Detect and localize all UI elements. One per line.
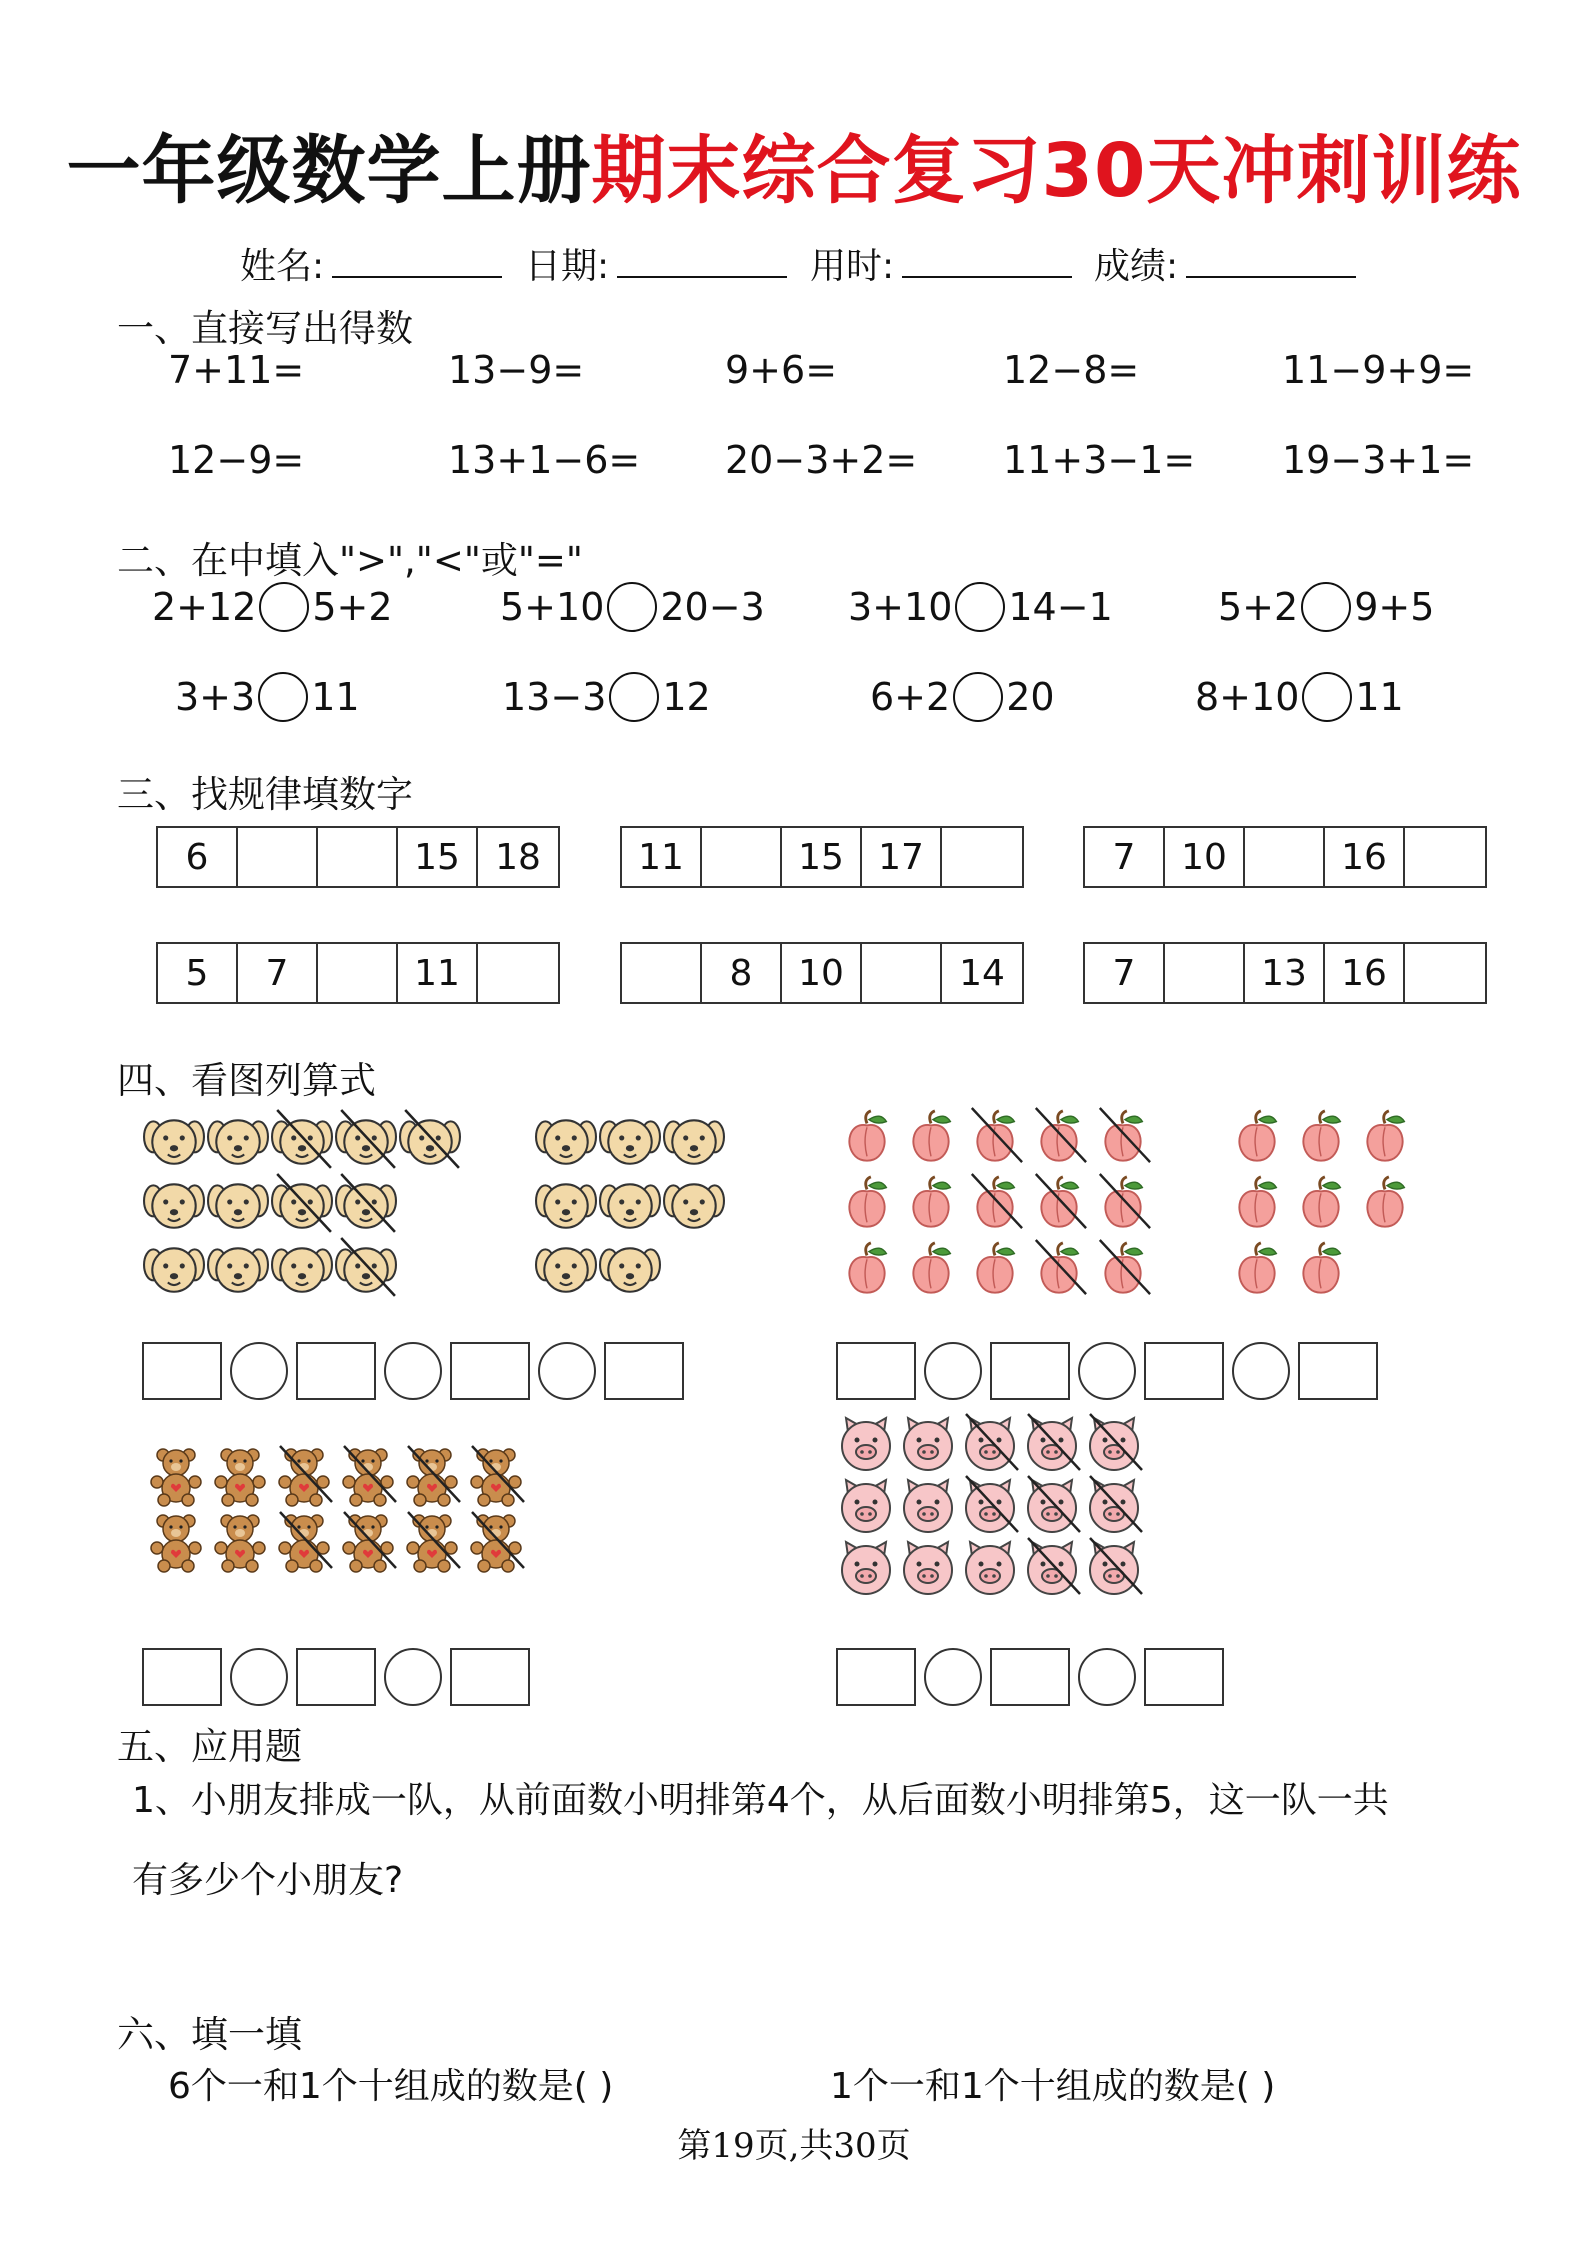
peach-icon (1356, 1174, 1414, 1232)
peach-icon (1228, 1174, 1286, 1232)
sequence-cell[interactable]: 11 (622, 828, 702, 886)
cross-out-mark (271, 1110, 333, 1172)
equation: 19−3+1= (1282, 438, 1475, 482)
answer-circle[interactable] (924, 1648, 982, 1706)
compare-item: 3+10 14−1 (848, 582, 1113, 632)
cross-out-mark (274, 1512, 334, 1572)
answer-box[interactable] (1144, 1342, 1224, 1400)
sequence-row (156, 826, 560, 888)
equation: 7+11= (168, 348, 305, 392)
sequence-cell[interactable]: 6 (158, 828, 238, 886)
dog-face-icon (599, 1110, 661, 1172)
sequence-cell[interactable] (318, 828, 398, 886)
cross-out-mark (399, 1110, 461, 1172)
sequence-cell[interactable] (1165, 944, 1245, 1002)
equation: 11−9+9= (1282, 348, 1475, 392)
peach-icon (1292, 1174, 1350, 1232)
answer-box[interactable] (836, 1648, 916, 1706)
equation: 13+1−6= (448, 438, 641, 482)
answer-row (142, 1342, 684, 1400)
answer-box[interactable] (836, 1342, 916, 1400)
cross-out-mark (274, 1446, 334, 1506)
equation: 12−8= (1003, 348, 1140, 392)
answer-circle[interactable] (384, 1648, 442, 1706)
compare-item: 8+10 11 (1195, 672, 1404, 722)
sequence-cell[interactable]: 11 (398, 944, 478, 1002)
answer-circle[interactable] (258, 672, 308, 722)
dog-face-icon (535, 1110, 597, 1172)
answer-box[interactable] (1298, 1342, 1378, 1400)
equation: 13−9= (448, 348, 585, 392)
answer-box[interactable] (990, 1648, 1070, 1706)
sequence-cell[interactable]: 7 (238, 944, 318, 1002)
cross-out-mark (960, 1476, 1020, 1536)
sequence-cell[interactable] (702, 828, 782, 886)
pig-face-icon (898, 1414, 958, 1474)
cross-out-mark (335, 1238, 397, 1300)
dog-face-icon (663, 1174, 725, 1236)
teddy-bear-icon (210, 1446, 270, 1506)
answer-row (836, 1342, 1378, 1400)
compare-item: 6+2 20 (870, 672, 1055, 722)
equation: 9+6= (725, 348, 838, 392)
peach-icon (838, 1108, 896, 1166)
compare-item: 5+2 9+5 (1218, 582, 1434, 632)
dog-face-icon (143, 1238, 205, 1300)
answer-circle[interactable] (924, 1342, 982, 1400)
answer-circle[interactable] (1302, 672, 1352, 722)
answer-box[interactable] (142, 1342, 222, 1400)
peach-icon (1356, 1108, 1414, 1166)
sequence-cell[interactable] (1245, 828, 1325, 886)
equation: 12−9= (168, 438, 305, 482)
sequence-cell[interactable] (1405, 944, 1485, 1002)
sequence-row (620, 942, 1024, 1004)
sequence-cell[interactable] (942, 828, 1022, 886)
fill-question-2: 1个一和1个十组成的数是( ) (830, 2066, 1276, 2107)
sequence-row (1083, 942, 1487, 1004)
peach-icon (1228, 1240, 1286, 1298)
dog-face-icon (599, 1174, 661, 1236)
answer-circle[interactable] (955, 582, 1005, 632)
pig-face-icon (898, 1476, 958, 1536)
teddy-bear-icon (146, 1446, 206, 1506)
answer-circle[interactable] (1301, 582, 1351, 632)
sequence-cell[interactable]: 7 (1085, 828, 1165, 886)
cross-out-mark (1084, 1538, 1144, 1598)
pig-face-icon (960, 1538, 1020, 1598)
dog-face-icon (207, 1110, 269, 1172)
dog-face-icon (535, 1238, 597, 1300)
pig-face-icon (898, 1538, 958, 1598)
cross-out-mark (335, 1174, 397, 1236)
sequence-cell[interactable]: 8 (702, 944, 782, 1002)
sequence-cell[interactable]: 5 (158, 944, 238, 1002)
sequence-cell[interactable]: 10 (782, 944, 862, 1002)
sequence-cell[interactable]: 15 (782, 828, 862, 886)
cross-out-mark (466, 1512, 526, 1572)
sequence-cell[interactable]: 18 (495, 836, 541, 878)
answer-box[interactable] (990, 1342, 1070, 1400)
dog-face-icon (663, 1110, 725, 1172)
cross-out-mark (966, 1174, 1024, 1232)
peach-icon (1228, 1108, 1286, 1166)
section4-heading: 四、看图列算式 (117, 1059, 376, 1102)
cross-out-mark (966, 1108, 1024, 1166)
answer-box[interactable] (450, 1648, 530, 1706)
sequence-cell[interactable] (862, 944, 942, 1002)
dog-face-icon (143, 1110, 205, 1172)
compare-item: 3+3 11 (175, 672, 360, 722)
dog-face-icon (535, 1174, 597, 1236)
peach-icon (966, 1240, 1024, 1298)
sequence-cell[interactable] (622, 944, 702, 1002)
cross-out-mark (402, 1446, 462, 1506)
answer-circle[interactable] (1078, 1648, 1136, 1706)
sequence-cell[interactable]: 7 (1085, 944, 1165, 1002)
sequence-row (1083, 826, 1487, 888)
teddy-bear-icon (146, 1512, 206, 1572)
answer-row (142, 1648, 530, 1706)
dog-face-icon (143, 1174, 205, 1236)
peach-icon (902, 1108, 960, 1166)
sequence-row (156, 942, 560, 1004)
answer-box[interactable] (450, 1342, 530, 1400)
pig-face-icon (836, 1476, 896, 1536)
section3-heading: 三、找规律填数字 (117, 773, 413, 816)
dog-face-icon (207, 1238, 269, 1300)
peach-icon (902, 1240, 960, 1298)
answer-circle[interactable] (953, 672, 1003, 722)
date-field[interactable]: 日期: (525, 238, 787, 289)
compare-item: 2+12 5+2 (152, 582, 393, 632)
peach-icon (902, 1174, 960, 1232)
peach-icon (1292, 1240, 1350, 1298)
cross-out-mark (466, 1446, 526, 1506)
dog-face-icon (207, 1174, 269, 1236)
sequence-row (620, 826, 1024, 888)
answer-circle[interactable] (1078, 1342, 1136, 1400)
answer-box[interactable] (296, 1342, 376, 1400)
score-field[interactable]: 成绩: (1094, 238, 1356, 289)
sequence-cell[interactable]: 10 (1165, 828, 1245, 886)
page-title (0, 112, 1588, 218)
answer-circle[interactable] (1232, 1342, 1290, 1400)
peach-icon (838, 1174, 896, 1232)
cross-out-mark (1022, 1414, 1082, 1474)
word-problem-line2: 有多少个小朋友? (132, 1860, 404, 1901)
section1-heading: 一、直接写出得数 (117, 307, 413, 350)
cross-out-mark (1022, 1476, 1082, 1536)
sequence-cell[interactable]: 14 (959, 952, 1005, 994)
cross-out-mark (1084, 1476, 1144, 1536)
cross-out-mark (1094, 1240, 1152, 1298)
equation: 11+3−1= (1003, 438, 1196, 482)
cross-out-mark (335, 1110, 397, 1172)
name-field[interactable]: 姓名: (240, 238, 502, 289)
answer-circle[interactable] (538, 1342, 596, 1400)
answer-circle[interactable] (384, 1342, 442, 1400)
answer-circle[interactable] (230, 1342, 288, 1400)
cross-out-mark (1094, 1174, 1152, 1232)
sequence-cell[interactable] (478, 944, 558, 1002)
answer-circle[interactable] (259, 582, 309, 632)
sequence-cell[interactable] (238, 828, 318, 886)
answer-box[interactable] (296, 1648, 376, 1706)
teddy-bear-icon (210, 1512, 270, 1572)
sequence-cell[interactable] (318, 944, 398, 1002)
peach-icon (1292, 1108, 1350, 1166)
cross-out-mark (960, 1414, 1020, 1474)
cross-out-mark (1030, 1240, 1088, 1298)
compare-item: 5+10 20−3 (500, 582, 765, 632)
time-field[interactable]: 用时: (810, 238, 1072, 289)
answer-circle[interactable] (230, 1648, 288, 1706)
title-red-part: 期末综合复习30天冲刺训练 (591, 128, 1522, 214)
section6-heading: 六、填一填 (117, 2013, 302, 2056)
cross-out-mark (1094, 1108, 1152, 1166)
answer-box[interactable] (1144, 1648, 1224, 1706)
dog-face-icon (271, 1238, 333, 1300)
cross-out-mark (271, 1174, 333, 1236)
equation: 20−3+2= (725, 438, 918, 482)
sequence-cell[interactable]: 17 (862, 828, 942, 886)
title-black-part: 一年级数学上册 (66, 128, 592, 214)
cross-out-mark (338, 1446, 398, 1506)
page-footer: 第19页,共30页 (677, 2126, 911, 2166)
sequence-cell[interactable] (1405, 828, 1485, 886)
peach-icon (838, 1240, 896, 1298)
section2-heading: 二、在中填入">","<"或"=" (117, 539, 583, 582)
cross-out-mark (338, 1512, 398, 1572)
sequence-cell[interactable]: 16 (1325, 828, 1405, 886)
pig-face-icon (836, 1414, 896, 1474)
answer-row (836, 1648, 1224, 1706)
answer-circle[interactable] (609, 672, 659, 722)
fill-question-1: 6个一和1个十组成的数是( ) (168, 2066, 614, 2107)
cross-out-mark (1030, 1108, 1088, 1166)
compare-item: 13−3 12 (502, 672, 711, 722)
cross-out-mark (1030, 1174, 1088, 1232)
cross-out-mark (1022, 1538, 1082, 1598)
sequence-cell[interactable]: 15 (398, 828, 478, 886)
answer-box[interactable] (604, 1342, 684, 1400)
dog-face-icon (599, 1238, 661, 1300)
section5-heading: 五、应用题 (117, 1725, 302, 1768)
cross-out-mark (1084, 1414, 1144, 1474)
cross-out-mark (402, 1512, 462, 1572)
sequence-cell[interactable]: 16 (1325, 944, 1405, 1002)
answer-box[interactable] (142, 1648, 222, 1706)
sequence-cell[interactable]: 13 (1245, 944, 1325, 1002)
word-problem-line1: 1、小朋友排成一队，从前面数小明排第4个，从后面数小明排第5，这一队一共 (132, 1780, 1389, 1821)
pig-face-icon (836, 1538, 896, 1598)
answer-circle[interactable] (607, 582, 657, 632)
